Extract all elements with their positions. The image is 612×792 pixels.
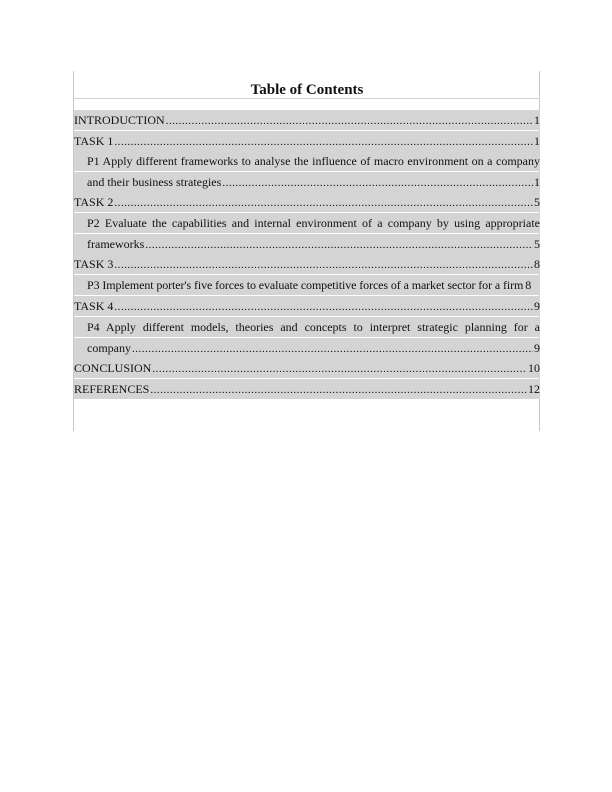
toc-entry-label: REFERENCES	[74, 382, 150, 396]
toc-leader-dots	[114, 297, 533, 316]
toc-leader-dots	[152, 359, 527, 378]
toc-entry-p2-continued[interactable]	[74, 234, 540, 254]
toc-entry-p2[interactable]	[74, 213, 540, 233]
toc-entry-p3[interactable]	[74, 275, 540, 295]
toc-entry-task-1[interactable]	[74, 131, 540, 151]
toc-entry-introduction[interactable]	[74, 110, 540, 130]
toc-entry-references[interactable]	[74, 379, 540, 399]
toc-leader-dots	[114, 255, 533, 274]
toc-entry-p1[interactable]	[74, 151, 540, 171]
toc-entry-label: CONCLUSION	[74, 361, 152, 375]
toc-entry-conclusion[interactable]	[74, 358, 540, 378]
toc-entry-label-line1: P2 Evaluate the capabilities and internal environment of a company by using appropriate	[87, 216, 540, 230]
toc-entry-p4[interactable]	[74, 317, 540, 337]
toc-entry-p1-continued[interactable]	[74, 172, 540, 192]
toc-page-number: 9	[534, 341, 540, 355]
toc-entry-label: TASK 2	[74, 195, 114, 209]
toc-page-number: 10	[528, 361, 540, 375]
toc-entry-p4-continued[interactable]	[74, 338, 540, 358]
toc-page-number: 8	[525, 278, 532, 292]
toc-page-number: 1	[534, 175, 540, 189]
toc-entry-label-line2: and their business strategies	[87, 175, 222, 189]
toc-entry-label-line2: frameworks	[87, 237, 145, 251]
toc-title: Table of Contents	[250, 82, 364, 98]
toc-entry-label-line2: company	[87, 341, 131, 355]
toc-page-number: 12	[528, 382, 540, 396]
toc-entry-label: TASK 1	[74, 134, 114, 148]
toc-entry-label-line1: P1 Apply different frameworks to analyse the influence of macro environment on a company	[87, 154, 540, 168]
toc-page-number: 5	[534, 195, 540, 209]
toc-entry-task-3[interactable]	[74, 254, 540, 274]
toc-page-number: 1	[534, 134, 540, 148]
toc-entry-label: TASK 3	[74, 257, 114, 271]
toc-leader-dots	[114, 193, 533, 212]
toc-entry-label-line1: P4 Apply different models, theories and concepts to interpret strategic planning for a	[87, 320, 540, 334]
toc-entry-task-4[interactable]	[74, 296, 540, 316]
toc-entry-label: INTRODUCTION	[74, 113, 165, 127]
toc-page-number: 8	[534, 257, 540, 271]
toc-page-number: 1	[534, 113, 540, 127]
toc-entry-label: TASK 4	[74, 299, 114, 313]
toc-leader-dots	[145, 235, 533, 254]
toc-page-number: 5	[534, 237, 540, 251]
toc-leader-dots	[132, 339, 533, 358]
toc-leader-dots	[166, 111, 533, 130]
toc-leader-dots	[150, 380, 527, 399]
toc-leader-dots	[222, 173, 533, 192]
toc-page-number: 9	[534, 299, 540, 313]
toc-entry-label: P3 Implement porter's five forces to evaluate competitive forces of a market sector for a firm	[87, 278, 524, 292]
toc-entry-task-2[interactable]	[74, 192, 540, 212]
toc-leader-dots	[114, 132, 533, 151]
